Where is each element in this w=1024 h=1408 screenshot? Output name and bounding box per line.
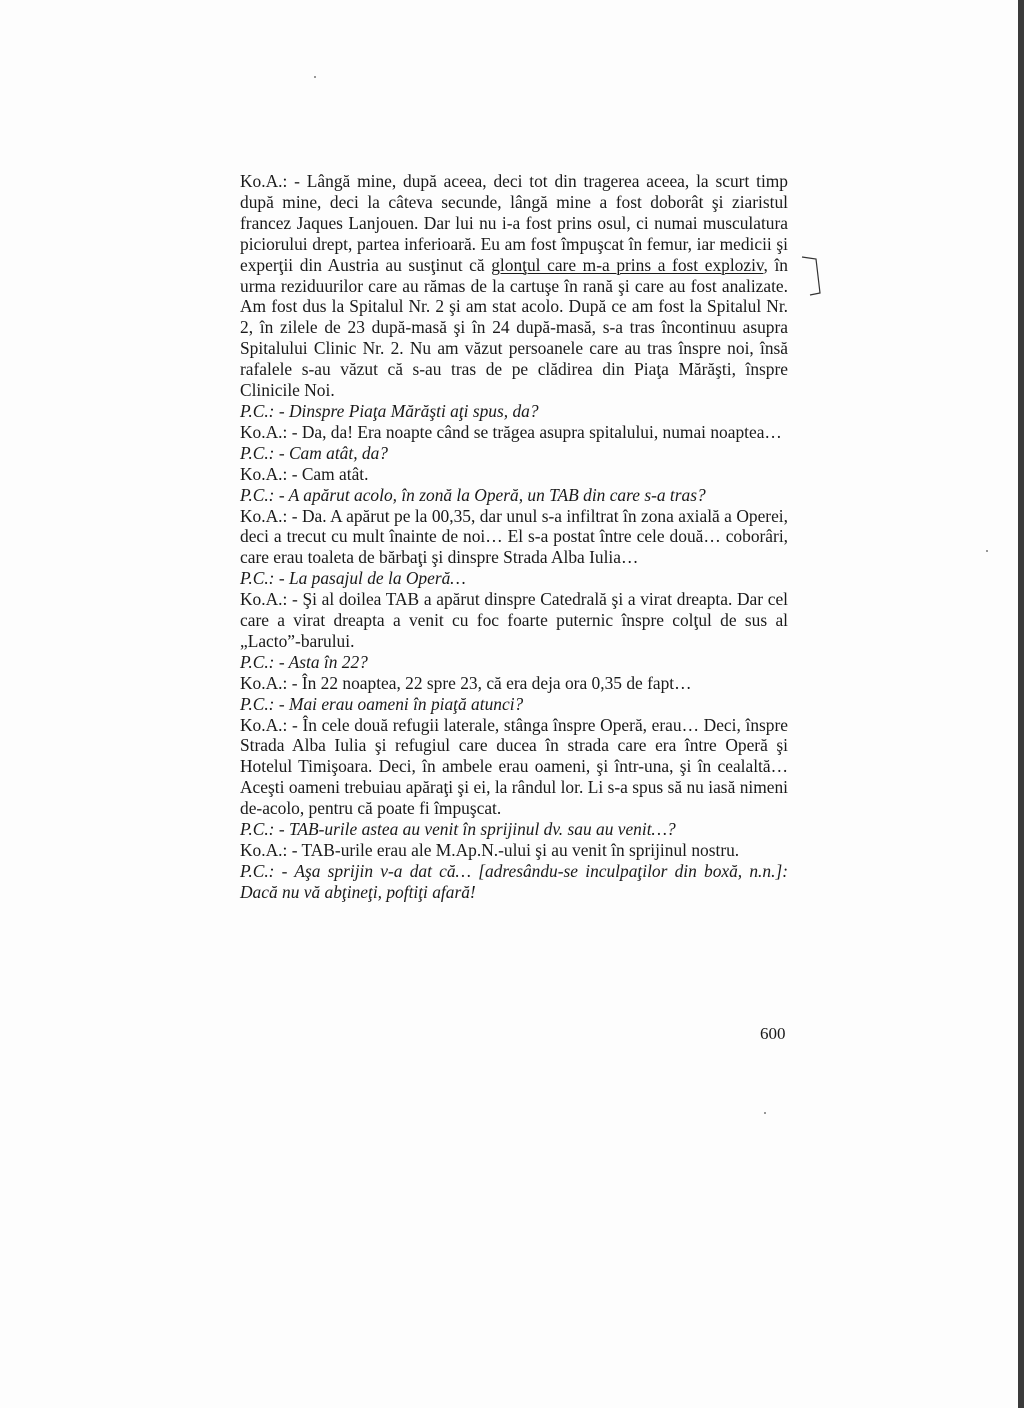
paragraph-text: , în urma reziduurilor care au rămas de la cartuşe în rană şi care au fost analizate. Am fost dus la Spitalul Nr. 2 şi am stat acolo. După ce am fost la Spitalul Nr. 2, în zilele de 23 după-masă şi în 24 după-masă, s-a tras încontinuu asupra Spitalului Clinic Nr. 2. Nu am văzut persoanele care au tras înspre noi, însă rafalele s-au văzut că s-au tras de pe clădirea din Piaţa Mărăşti, înspre Clinicile Noi. — [240, 254, 788, 401]
question-paragraph — [240, 568, 788, 589]
paragraph-text: P.C.: - TAB-urile astea au venit în sprijinul dv. sau au venit…? — [240, 819, 676, 840]
paragraph-text: Ko.A.: - În 22 noaptea, 22 spre 23, că era deja ora 0,35 de fapt… — [240, 672, 692, 693]
paragraph-text: Ko.A.: - În cele două refugii laterale, stânga înspre Operă, erau… Deci, înspre Strada Alba Iulia şi refugiul care ducea în strada care era între Operă şi Hotelul Timişoara. Deci, în ambele erau oameni, şi într-una, şi în cealaltă… Aceşti oameni trebuiau apăraţi şi ei, la rândul lor. Li s-a spus să nu iasă nimeni de-acolo, pentru că poate fi împuşcat. — [240, 714, 788, 819]
underlined-phrase: glonţul care m-a prins a fost exploziv — [491, 254, 764, 275]
paragraph-text: Ko.A.: - Da. A apărut pe la 00,35, dar unul s-a infiltrat în zona axială a Operei, deci a trecut cu mult înainte de noi… El s-a postat între cele două… coborâri, care erau toaleta de bărbaţi şi dinspre Strada Alba Iulia… — [240, 505, 788, 568]
answer-paragraph — [240, 673, 788, 694]
scan-edge-shadow — [1018, 0, 1024, 1408]
question-paragraph — [240, 401, 788, 422]
paragraph-text: Ko.A.: - TAB-urile erau ale M.Ap.N.-ului şi au venit în sprijinul nostru. — [240, 840, 740, 860]
answer-paragraph — [240, 422, 788, 443]
scan-speck — [764, 1112, 766, 1114]
paragraph-text: P.C.: - Dinspre Piaţa Mărăşti aţi spus, da? — [240, 400, 539, 421]
handwritten-bracket-mark — [800, 247, 830, 297]
paragraph-text: P.C.: - Asta în 22? — [240, 651, 368, 672]
page-number: 600 — [760, 1024, 786, 1043]
answer-paragraph — [240, 506, 788, 569]
question-paragraph — [240, 485, 788, 506]
paragraph-text: Ko.A.: - Lângă mine, după aceea, deci tot din tragerea aceea, la scurt timp după mine, deci la câteva secunde, lângă mine a fost doborât şi ziaristul francez Jaques Lanjouen. Dar lui nu i-a fost prins osul, ci numai musculatura piciorului drept, partea inferioară. Eu am fost împuşcat în femur, iar medicii şi experţii din Austria au susţinut că — [240, 171, 788, 275]
question-paragraph — [240, 819, 788, 840]
paragraph-text: P.C.: - Cam atât, da? — [240, 442, 388, 463]
question-paragraph — [240, 694, 788, 715]
paragraph-text: Ko.A.: - Cam atât. — [240, 463, 369, 484]
answer-paragraph — [240, 589, 788, 652]
paragraph-text: Ko.A.: - Şi al doilea TAB a apărut dinspre Catedrală şi a virat dreapta. Dar cel care a virat dreapta a venit cu foc foarte puternic înspre colţul de sus al „Lacto”-barului. — [240, 589, 788, 651]
answer-paragraph — [240, 840, 788, 861]
question-paragraph — [240, 443, 788, 464]
scan-speck — [314, 76, 316, 78]
paragraph-text: Ko.A.: - Da, da! Era noapte când se trăgea asupra spitalului, numai noaptea… — [240, 421, 782, 442]
scan-speck — [986, 550, 988, 552]
question-paragraph — [240, 861, 788, 903]
question-paragraph — [240, 652, 788, 673]
transcript-body — [240, 171, 788, 903]
paragraph-text: P.C.: - La pasajul de la Operă… — [240, 568, 466, 589]
paragraph-text: P.C.: - A apărut acolo, în zonă la Operă, un TAB din care s-a tras? — [240, 484, 706, 505]
answer-paragraph — [240, 715, 788, 820]
paragraph-text: P.C.: - Aşa sprijin v-a dat că… [adresându-se inculpaţilor din boxă, n.n.]: Dacă nu vă abţineţi, poftiţi afară! — [240, 860, 788, 902]
paragraph-text: P.C.: - Mai erau oameni în piaţă atunci? — [240, 693, 524, 714]
answer-paragraph — [240, 171, 788, 401]
answer-paragraph — [240, 464, 788, 485]
